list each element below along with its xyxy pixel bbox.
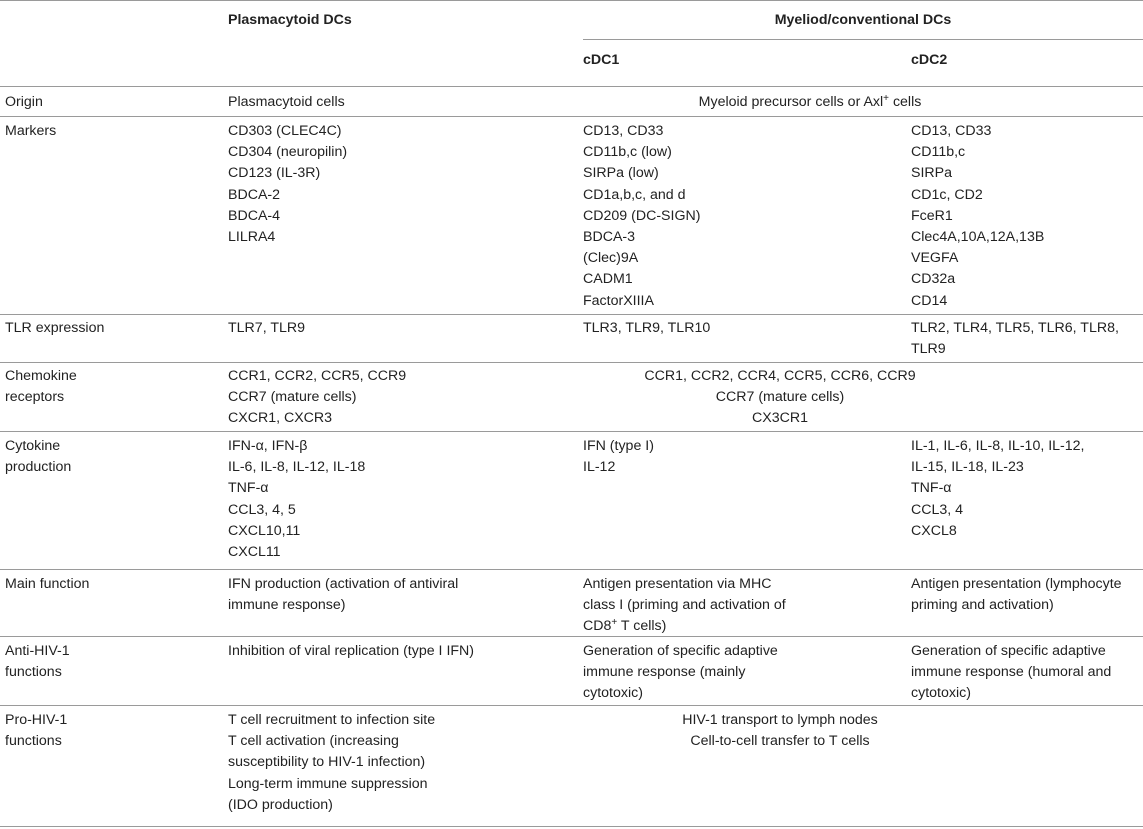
markers-pdc-item: BDCA-2 [228,186,281,203]
markers-cdc2-item: VEGFA [911,250,959,267]
markers-cdc2-item: SIRPa [911,165,953,182]
main-cdc1-line [583,616,786,637]
anti-cdc1-line: cytotoxic) [583,685,643,702]
row-label-chemokine [5,366,77,408]
anti-cdc1-line: immune response (mainly [583,664,746,681]
header-cdc2: cDC2 [911,52,948,68]
main-cdc2-line: priming and activation) [911,597,1054,614]
anti-cdc2-line: cytotoxic) [911,685,971,702]
row-label-anti-line: Anti-HIV-1 [5,643,70,659]
row-label-cytokine-line: Cytokine [5,438,61,454]
row-label-chemokine-line: receptors [5,389,65,406]
header-cdc1: cDC1 [583,52,620,68]
markers-cdc2-item: CD14 [911,292,948,309]
markers-cdc2-item: CD13, CD33 [911,123,992,139]
cytokine-cdc2 [911,436,1085,542]
table-top-rule [0,0,1143,1]
cytokine-cdc2-item: IL-15, IL-18, IL-23 [911,459,1024,476]
anti-cdc2 [911,641,1111,705]
markers-cdc1-item: CD11b,c (low) [583,144,672,161]
origin-pdc: Plasmacytoid cells [228,94,345,110]
row-label-main: Main function [5,576,90,592]
pro-pdc-line: Long-term immune suppression [228,775,428,792]
cytokine-pdc-item: TNF-α [228,480,269,497]
row-rule-tlr [0,362,1143,363]
pro-pdc-line: T cell activation (increasing [228,733,399,750]
tlr-cdc2-line: TLR9 [911,341,946,358]
cytokine-cdc1-item: IFN (type I) [583,438,654,454]
main-cdc1-tcells: T cells) [617,618,667,635]
chemokine-shared-item: CX3CR1 [752,410,808,427]
header-mdc: Myeliod/conventional DCs [774,12,952,28]
main-cdc2-line: Antigen presentation (lymphocyte [911,576,1122,592]
cytokine-pdc [228,436,365,563]
main-cdc1-superscript: + [611,617,618,629]
markers-cdc1 [583,121,700,312]
markers-cdc2 [911,121,1044,312]
main-cdc1-line: Antigen presentation via MHC [583,576,772,592]
table-bottom-rule [0,826,1143,827]
tlr-pdc: TLR7, TLR9 [228,320,306,336]
cytokine-pdc-item: CXCL11 [228,543,281,560]
anti-cdc2-line: Generation of specific adaptive [911,643,1106,659]
origin-shared-superscript: + [883,93,889,104]
row-rule-cytokine [0,569,1143,570]
row-rule-main [0,636,1143,637]
chemokine-shared [530,366,1030,430]
row-label-markers: Markers [5,123,57,139]
markers-pdc-item: LILRA4 [228,228,276,245]
main-pdc-line: immune response) [228,597,346,614]
tlr-cdc1: TLR3, TLR9, TLR10 [583,320,711,336]
row-rule-origin [0,116,1143,117]
row-label-pro-line: functions [5,733,62,750]
cytokine-cdc2-item: CXCL8 [911,522,957,539]
chemokine-pdc-item: CXCR1, CXCR3 [228,410,333,427]
header-bottom-rule [0,86,1143,87]
cytokine-cdc1 [583,436,654,478]
anti-pdc: Inhibition of viral replication (type I IFN) [228,643,475,659]
main-cdc2 [911,574,1122,616]
cytokine-pdc-item: IL-6, IL-8, IL-12, IL-18 [228,459,366,476]
row-label-pro [5,710,67,752]
origin-shared [560,92,1060,114]
pro-shared-line: Cell-to-cell transfer to T cells [690,733,870,750]
chemokine-shared-item: CCR7 (mature cells) [715,389,845,406]
row-label-origin: Origin [5,94,43,110]
markers-cdc1-item: CADM1 [583,271,633,288]
cytokine-cdc2-item: IL-1, IL-6, IL-8, IL-10, IL-12, [911,438,1085,454]
tlr-cdc2-line: TLR2, TLR4, TLR5, TLR6, TLR8, [911,320,1119,336]
markers-cdc2-item: Clec4A,10A,12A,13B [911,228,1045,245]
markers-pdc-item: CD304 (neuropilin) [228,144,348,161]
pro-pdc [228,710,435,816]
header-pdc: Plasmacytoid DCs [228,12,352,28]
cytokine-cdc2-item: CCL3, 4 [911,501,964,518]
row-label-anti-line: functions [5,664,62,681]
chemokine-pdc [228,366,406,430]
markers-pdc-item: BDCA-4 [228,207,281,224]
pro-pdc-line: (IDO production) [228,796,333,813]
row-label-anti [5,641,70,683]
pro-pdc-line: T cell recruitment to infection site [228,712,436,728]
cytokine-pdc-item: CCL3, 4, 5 [228,501,296,518]
chemokine-shared-item: CCR1, CCR2, CCR4, CCR5, CCR6, CCR9 [644,368,916,384]
chemokine-pdc-item: CCR7 (mature cells) [228,389,357,406]
cytokine-cdc1-item: IL-12 [583,459,616,476]
row-rule-chemokine [0,431,1143,432]
main-cdc1-line: class I (priming and activation of [583,597,786,614]
markers-cdc1-item: CD13, CD33 [583,123,664,139]
cytokine-pdc-item: CXCL10,11 [228,522,301,539]
markers-pdc-item: CD123 (IL-3R) [228,165,321,182]
row-label-cytokine [5,436,71,478]
anti-cdc1 [583,641,778,705]
origin-shared-text: Myeloid precursor cells or Axl [698,94,884,110]
row-label-pro-line: Pro-HIV-1 [5,712,68,728]
row-label-chemokine-line: Chemokine [5,368,77,384]
row-label-cytokine-line: production [5,459,72,476]
markers-cdc2-item: CD11b,c [911,144,966,161]
row-label-tlr: TLR expression [5,320,105,336]
markers-cdc1-item: FactorXIIIA [583,292,654,309]
pro-shared-line: HIV-1 transport to lymph nodes [682,712,878,728]
markers-pdc [228,121,347,248]
cytokine-cdc2-item: TNF-α [911,480,952,497]
cytokine-pdc-item: IFN-α, IFN-β [228,438,308,454]
markers-cdc2-item: CD32a [911,271,956,288]
markers-cdc1-item: SIRPa (low) [583,165,659,182]
anti-cdc2-line: immune response (humoral and [911,664,1112,681]
markers-cdc1-item: CD209 (DC-SIGN) [583,207,701,224]
header-subrule [583,39,1143,40]
main-cdc1 [583,574,786,638]
main-cdc1-cd8: CD8 [583,618,612,635]
markers-cdc2-item: CD1c, CD2 [911,186,983,203]
markers-cdc1-item: BDCA-3 [583,228,636,245]
markers-cdc1-item: CD1a,b,c, and d [583,186,686,203]
tlr-cdc2 [911,318,1119,360]
markers-cdc2-item: FceR1 [911,207,953,224]
pro-shared [530,710,1030,752]
origin-shared-suffix: cells [889,94,922,110]
main-pdc [228,574,458,616]
row-rule-anti [0,705,1143,706]
markers-pdc-item: CD303 (CLEC4C) [228,123,342,139]
row-rule-markers [0,314,1143,315]
main-pdc-line: IFN production (activation of antiviral [228,576,459,592]
markers-cdc1-item: (Clec)9A [583,250,639,267]
chemokine-pdc-item: CCR1, CCR2, CCR5, CCR9 [228,368,407,384]
anti-cdc1-line: Generation of specific adaptive [583,643,778,659]
pro-pdc-line: susceptibility to HIV-1 infection) [228,754,426,771]
